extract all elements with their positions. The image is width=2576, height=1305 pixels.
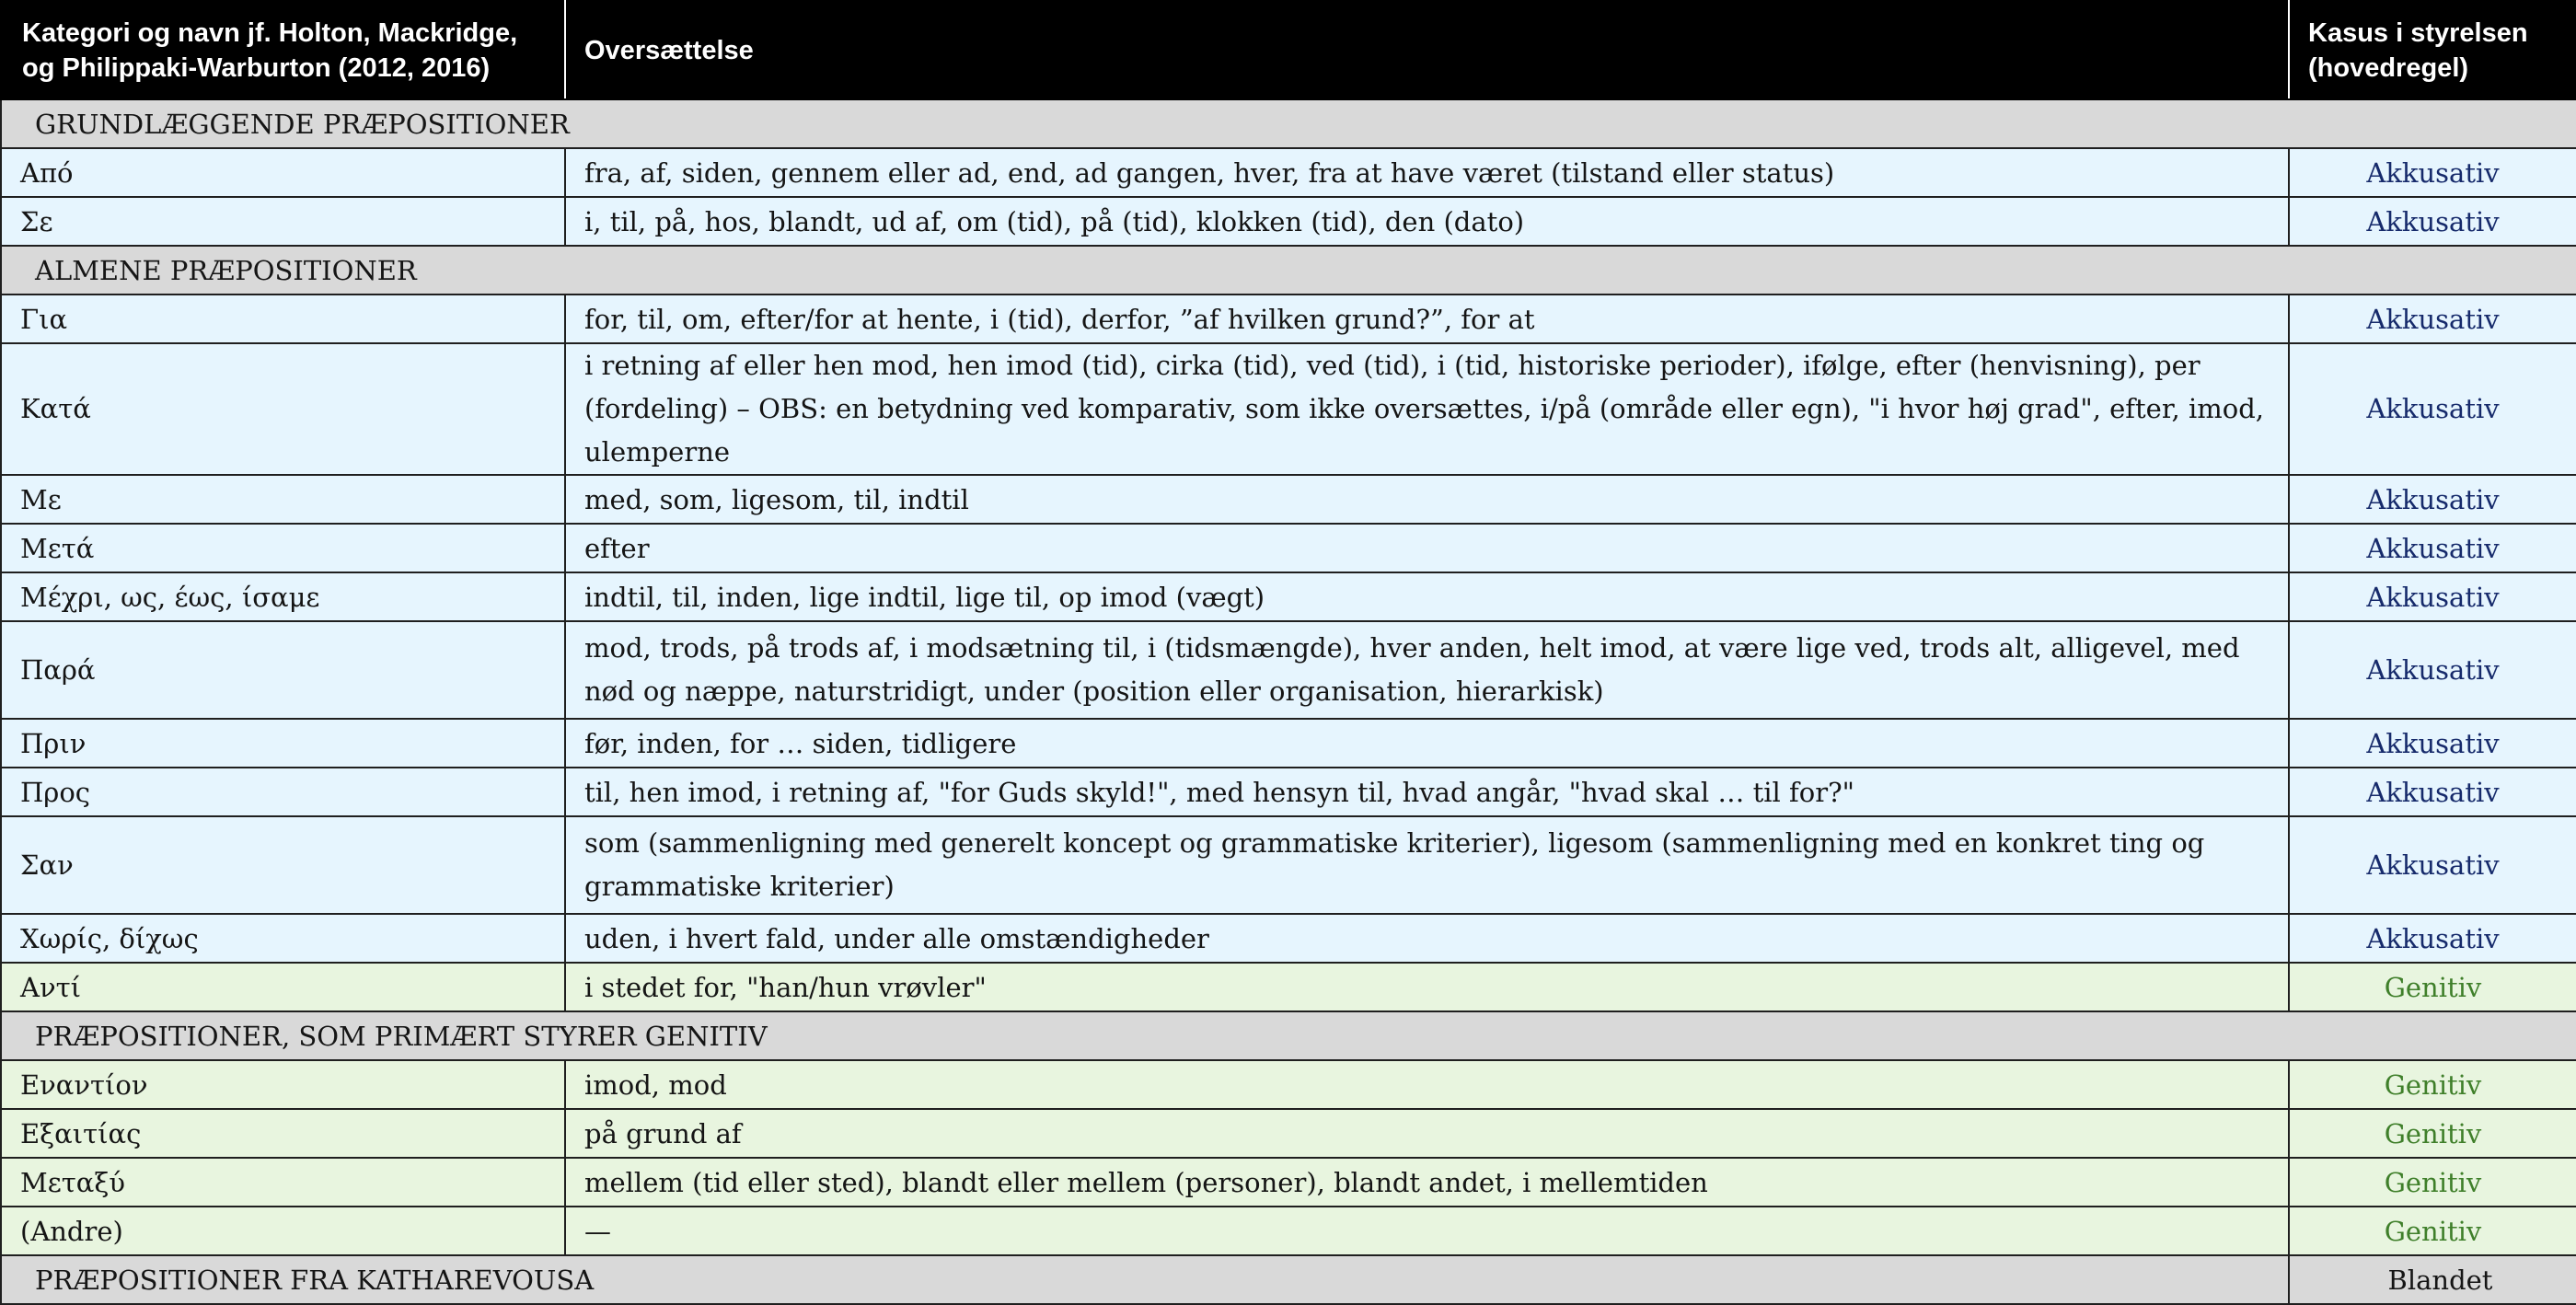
preposition-cell: Εναντίον (1, 1060, 565, 1109)
translation-cell: efter (565, 524, 2289, 572)
translation-cell: som (sammenligning med generelt koncept og grammatiske kriterier), ligesom (sammenligning med en konkret ting og grammatiske kriterier) (565, 816, 2289, 914)
section-title: PRÆPOSITIONER FRA KATHAREVOUSA (1, 1255, 2289, 1304)
table-row (1, 1158, 2576, 1207)
table-row (1, 524, 2576, 572)
case-cell: Genitiv (2289, 1060, 2576, 1109)
case-cell: Blandet (2289, 1255, 2576, 1304)
table-row (1, 768, 2576, 816)
table-row (1, 621, 2576, 719)
case-cell: Akkusativ (2289, 343, 2576, 475)
preposition-cell: Παρά (1, 621, 565, 719)
table-row (1, 572, 2576, 621)
case-cell: Akkusativ (2289, 197, 2576, 246)
table-row (1, 475, 2576, 524)
case-cell: Akkusativ (2289, 148, 2576, 197)
case-cell: Akkusativ (2289, 719, 2576, 768)
case-cell: Akkusativ (2289, 294, 2576, 343)
preposition-cell: Προς (1, 768, 565, 816)
section-row-katharevousa (1, 1255, 2576, 1304)
case-cell: Akkusativ (2289, 914, 2576, 963)
preposition-cell: Αντί (1, 963, 565, 1011)
case-cell: Akkusativ (2289, 816, 2576, 914)
translation-cell: i, til, på, hos, blandt, ud af, om (tid), på (tid), klokken (tid), den (dato) (565, 197, 2289, 246)
preposition-cell: Κατά (1, 343, 565, 475)
header-case: Kasus i styrelsen (hovedregel) (2289, 1, 2576, 99)
section-row-basic (1, 99, 2576, 148)
section-row-genitive (1, 1011, 2576, 1060)
case-cell: Genitiv (2289, 1109, 2576, 1158)
translation-cell: uden, i hvert fald, under alle omstændigheder (565, 914, 2289, 963)
table-row (1, 914, 2576, 963)
translation-cell: til, hen imod, i retning af, "for Guds skyld!", med hensyn til, hvad angår, "hvad skal … til for?" (565, 768, 2289, 816)
translation-cell: indtil, til, inden, lige indtil, lige til, op imod (vægt) (565, 572, 2289, 621)
preposition-cell: Σε (1, 197, 565, 246)
table-row (1, 148, 2576, 197)
case-cell: Akkusativ (2289, 524, 2576, 572)
preposition-cell: Σαν (1, 816, 565, 914)
preposition-cell: (Andre) (1, 1207, 565, 1255)
case-cell: Akkusativ (2289, 621, 2576, 719)
header-translation: Oversættelse (565, 1, 2289, 99)
preposition-cell: Πριν (1, 719, 565, 768)
preposition-cell: Για (1, 294, 565, 343)
table-row (1, 294, 2576, 343)
case-cell: Akkusativ (2289, 768, 2576, 816)
translation-cell: før, inden, for … siden, tidligere (565, 719, 2289, 768)
case-cell: Genitiv (2289, 963, 2576, 1011)
preposition-cell: Χωρίς, δίχως (1, 914, 565, 963)
header-category: Kategori og navn jf. Holton, Mackridge, og Philippaki-Warburton (2012, 2016) (1, 1, 565, 99)
table-row (1, 963, 2576, 1011)
case-cell: Genitiv (2289, 1207, 2576, 1255)
case-cell: Akkusativ (2289, 475, 2576, 524)
translation-cell: med, som, ligesom, til, indtil (565, 475, 2289, 524)
case-cell: Genitiv (2289, 1158, 2576, 1207)
translation-cell: i retning af eller hen mod, hen imod (tid), cirka (tid), ved (tid), i (tid, historiske perioder), ifølge, efter (henvisning), per (fordeling) – OBS: en betydning ved komparativ, som ikke oversættes, i/på (område eller egn), "i hvor høj grad", efter, imod, ulemperne (565, 343, 2289, 475)
table-row (1, 1109, 2576, 1158)
table-row (1, 1207, 2576, 1255)
table-row (1, 343, 2576, 475)
preposition-cell: Με (1, 475, 565, 524)
table-row (1, 719, 2576, 768)
table-row (1, 1060, 2576, 1109)
section-title: PRÆPOSITIONER, SOM PRIMÆRT STYRER GENITIV (1, 1011, 2576, 1060)
section-title: GRUNDLÆGGENDE PRÆPOSITIONER (1, 99, 2576, 148)
preposition-cell: Μετά (1, 524, 565, 572)
translation-cell: for, til, om, efter/for at hente, i (tid), derfor, ”af hvilken grund?”, for at (565, 294, 2289, 343)
table-header-row (1, 1, 2576, 99)
preposition-cell: Μέχρι, ως, έως, ίσαμε (1, 572, 565, 621)
preposition-cell: Από (1, 148, 565, 197)
table-row (1, 816, 2576, 914)
translation-cell: mod, trods, på trods af, i modsætning til, i (tidsmængde), hver anden, helt imod, at være lige ved, trods alt, alligevel, med nød og næppe, naturstridigt, under (position eller organisation, hierarkisk) (565, 621, 2289, 719)
translation-cell: i stedet for, "han/hun vrøvler" (565, 963, 2289, 1011)
preposition-cell: Μεταξύ (1, 1158, 565, 1207)
table-row (1, 197, 2576, 246)
section-row-general (1, 246, 2576, 294)
translation-cell: imod, mod (565, 1060, 2289, 1109)
section-title: ALMENE PRÆPOSITIONER (1, 246, 2576, 294)
translation-cell: — (565, 1207, 2289, 1255)
translation-cell: på grund af (565, 1109, 2289, 1158)
translation-cell: fra, af, siden, gennem eller ad, end, ad gangen, hver, fra at have været (tilstand eller status) (565, 148, 2289, 197)
preposition-cell: Εξαιτίας (1, 1109, 565, 1158)
translation-cell: mellem (tid eller sted), blandt eller mellem (personer), blandt andet, i mellemtiden (565, 1158, 2289, 1207)
case-cell: Akkusativ (2289, 572, 2576, 621)
